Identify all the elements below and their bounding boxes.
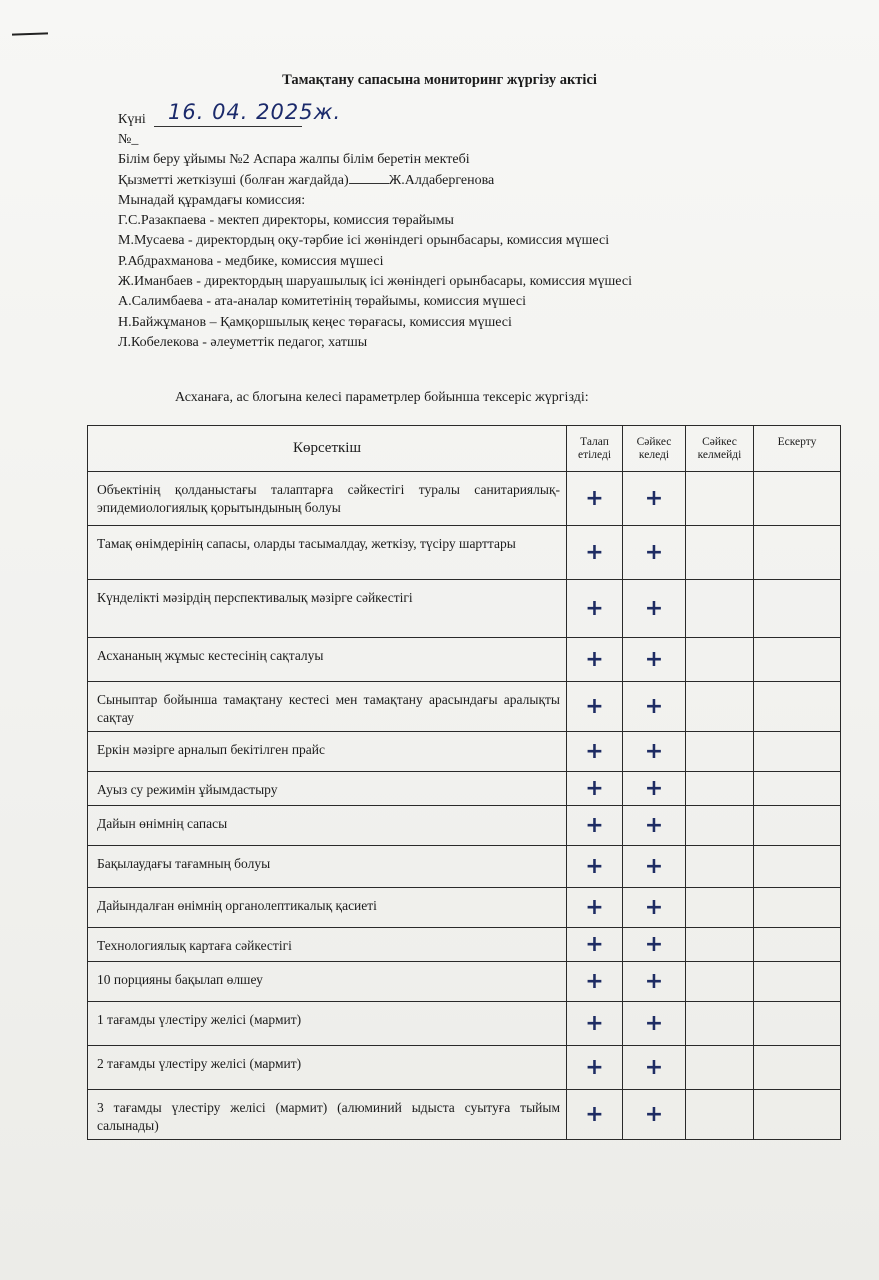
required-mark [567, 732, 623, 772]
commission-member: М.Мусаева - директордың оқу-тәрбие ісі жөніндегі орынбасары, комиссия мүшесі [118, 233, 610, 249]
monitoring-table [87, 425, 841, 1140]
header-complies: Сәйкес келеді [623, 426, 686, 472]
table-row [88, 472, 841, 526]
indicator-cell: Сыныптар бойынша тамақтану кестесі мен тамақтану арасындағы аралықты сақтау [88, 682, 567, 732]
table-row [88, 1002, 841, 1046]
not-complies-mark [686, 1002, 754, 1046]
handwritten-plus: + [585, 739, 604, 764]
table-header-row [88, 426, 841, 472]
handwritten-plus: + [585, 596, 604, 621]
complies-mark [623, 928, 686, 962]
supplier-label: Қызметті жеткізуші (болған жағдайда) [118, 172, 349, 188]
required-mark [567, 962, 623, 1002]
indicator-cell: Тамақ өнімдерінің сапасы, оларды тасымалдау, жеткізу, түсіру шарттары [88, 526, 567, 580]
handwritten-plus: + [585, 1055, 604, 1080]
complies-mark [623, 638, 686, 682]
supplier-name: Ж.Алдабергенова [388, 172, 495, 188]
required-mark [567, 472, 623, 526]
required-mark [567, 846, 623, 888]
note-cell [754, 928, 841, 962]
required-mark [567, 772, 623, 806]
note-cell [754, 846, 841, 888]
not-complies-mark [686, 1090, 754, 1140]
header-indicator: Көрсеткіш [88, 426, 567, 472]
complies-mark [623, 1090, 686, 1140]
complies-mark [623, 888, 686, 928]
handwritten-plus: + [585, 694, 604, 719]
not-complies-mark [686, 682, 754, 732]
complies-mark [623, 962, 686, 1002]
indicator-cell: Еркін мәзірге арналып бекітілген прайс [88, 732, 567, 772]
handwritten-plus: + [585, 813, 604, 838]
handwritten-plus: + [585, 895, 604, 920]
handwritten-plus: + [644, 1055, 664, 1080]
handwritten-plus: + [585, 854, 604, 879]
indicator-cell: 10 порцияны бақылап өлшеу [88, 962, 567, 1002]
note-cell [754, 806, 841, 846]
required-mark [567, 1002, 623, 1046]
required-mark [567, 638, 623, 682]
note-cell [754, 888, 841, 928]
table-row [88, 846, 841, 888]
complies-mark [623, 580, 686, 638]
not-complies-mark [686, 772, 754, 806]
note-cell [754, 472, 841, 526]
indicator-cell: Асхананың жұмыс кестесінің сақталуы [88, 638, 567, 682]
not-complies-mark [686, 638, 754, 682]
not-complies-mark [686, 806, 754, 846]
date-label: Күні [118, 112, 146, 127]
handwritten-plus: + [644, 647, 664, 672]
header-block [118, 100, 818, 353]
handwritten-plus: + [585, 932, 604, 957]
complies-mark [623, 772, 686, 806]
note-cell [754, 1002, 841, 1046]
date-underline [154, 126, 302, 127]
header-not-complies: Сәйкес келмейді [686, 426, 754, 472]
indicator-cell: Бақылаудағы тағамның болуы [88, 846, 567, 888]
header-required: Талап етіледі [567, 426, 623, 472]
table-row [88, 638, 841, 682]
handwritten-plus: + [585, 647, 604, 672]
commission-intro: Мынадай құрамдағы комиссия: [118, 192, 306, 208]
supplier-line [118, 171, 818, 191]
handwritten-plus: + [585, 1011, 604, 1036]
required-mark [567, 1090, 623, 1140]
commission-member: Р.Абдрахманова - медбике, комиссия мүшесі [118, 253, 384, 269]
not-complies-mark [686, 1046, 754, 1090]
table-row [88, 1090, 841, 1140]
note-cell [754, 1090, 841, 1140]
table-row [88, 888, 841, 928]
handwritten-date: 16. 04. 2025ж. [168, 100, 342, 124]
handwritten-plus: + [644, 895, 664, 920]
commission-member: Л.Кобелекова - әлеуметтік педагог, хатшы [118, 334, 368, 350]
handwritten-plus: + [644, 969, 664, 994]
handwritten-plus: + [644, 932, 664, 957]
commission-member: Н.Байжұманов – Қамқоршылық кеңес төрағасы, комиссия мүшесі [118, 314, 512, 330]
complies-mark [623, 526, 686, 580]
required-mark [567, 888, 623, 928]
not-complies-mark [686, 580, 754, 638]
handwritten-plus: + [585, 486, 604, 511]
organization-line: Білім беру ұйымы №2 Аспара жалпы білім беретін мектебі [118, 152, 470, 168]
table-row [88, 772, 841, 806]
required-mark [567, 1046, 623, 1090]
corner-pen-mark [12, 32, 48, 35]
complies-mark [623, 846, 686, 888]
table-row [88, 962, 841, 1002]
handwritten-plus: + [644, 776, 664, 801]
not-complies-mark [686, 962, 754, 1002]
indicator-cell: Дайындалған өнімнің органолептикалық қасиеті [88, 888, 567, 928]
table-row [88, 1046, 841, 1090]
handwritten-plus: + [644, 854, 664, 879]
note-cell [754, 580, 841, 638]
required-mark [567, 806, 623, 846]
handwritten-plus: + [644, 486, 664, 511]
indicator-cell: 1 тағамды үлестіру желісі (мармит) [88, 1002, 567, 1046]
note-cell [754, 638, 841, 682]
complies-mark [623, 472, 686, 526]
required-mark [567, 580, 623, 638]
complies-mark [623, 1002, 686, 1046]
table-row [88, 580, 841, 638]
handwritten-plus: + [644, 739, 664, 764]
handwritten-plus: + [585, 540, 604, 565]
table-row [88, 526, 841, 580]
handwritten-plus: + [644, 1102, 664, 1127]
handwritten-plus: + [644, 813, 664, 838]
date-line [118, 100, 818, 130]
indicator-cell: 3 тағамды үлестіру желісі (мармит) (алюминий ыдыста суытуға тыйым салынады) [88, 1090, 567, 1140]
complies-mark [623, 806, 686, 846]
note-cell [754, 682, 841, 732]
complies-mark [623, 732, 686, 772]
handwritten-plus: + [585, 1102, 604, 1127]
commission-member: Г.С.Разакпаева - мектеп директоры, комиссия төрайымы [118, 213, 454, 229]
commission-member: Ж.Иманбаев - директордың шаруашылық ісі жөніндегі орынбасары, комиссия мүшесі [118, 274, 632, 290]
handwritten-plus: + [585, 969, 604, 994]
not-complies-mark [686, 846, 754, 888]
table-row [88, 732, 841, 772]
handwritten-plus: + [585, 776, 604, 801]
indicator-cell: Технологиялық картаға сәйкестігі [88, 928, 567, 962]
handwritten-plus: + [644, 694, 664, 719]
not-complies-mark [686, 472, 754, 526]
table-row [88, 682, 841, 732]
note-cell [754, 732, 841, 772]
note-cell [754, 962, 841, 1002]
required-mark [567, 682, 623, 732]
handwritten-plus: + [644, 1011, 664, 1036]
document-title: Тамақтану сапасына мониторинг жүргізу актісі [282, 72, 597, 88]
required-mark [567, 526, 623, 580]
not-complies-mark [686, 732, 754, 772]
not-complies-mark [686, 928, 754, 962]
table-row [88, 806, 841, 846]
supplier-blank [349, 171, 389, 184]
note-cell [754, 772, 841, 806]
note-cell [754, 1046, 841, 1090]
not-complies-mark [686, 526, 754, 580]
handwritten-plus: + [644, 540, 664, 565]
indicator-cell: Дайын өнімнің сапасы [88, 806, 567, 846]
table-row [88, 928, 841, 962]
number-line: №_ [118, 132, 139, 147]
note-cell [754, 526, 841, 580]
indicator-cell: Күнделікті мәзірдің перспективалық мәзірге сәйкестігі [88, 580, 567, 638]
indicator-cell: 2 тағамды үлестіру желісі (мармит) [88, 1046, 567, 1090]
indicator-cell: Ауыз су режимін ұйымдастыру [88, 772, 567, 806]
handwritten-plus: + [644, 596, 664, 621]
not-complies-mark [686, 888, 754, 928]
complies-mark [623, 1046, 686, 1090]
indicator-cell: Объектінің қолданыстағы талаптарға сәйкестігі туралы санитариялық-эпидемиологиялық қорытындының болуы [88, 472, 567, 526]
header-note: Ескерту [754, 426, 841, 472]
inspection-intro: Асханаға, ас блогына келесі параметрлер бойынша тексеріс жүргізді: [175, 390, 589, 405]
required-mark [567, 928, 623, 962]
complies-mark [623, 682, 686, 732]
commission-member: А.Салимбаева - ата-аналар комитетінің төрайымы, комиссия мүшесі [118, 294, 526, 310]
